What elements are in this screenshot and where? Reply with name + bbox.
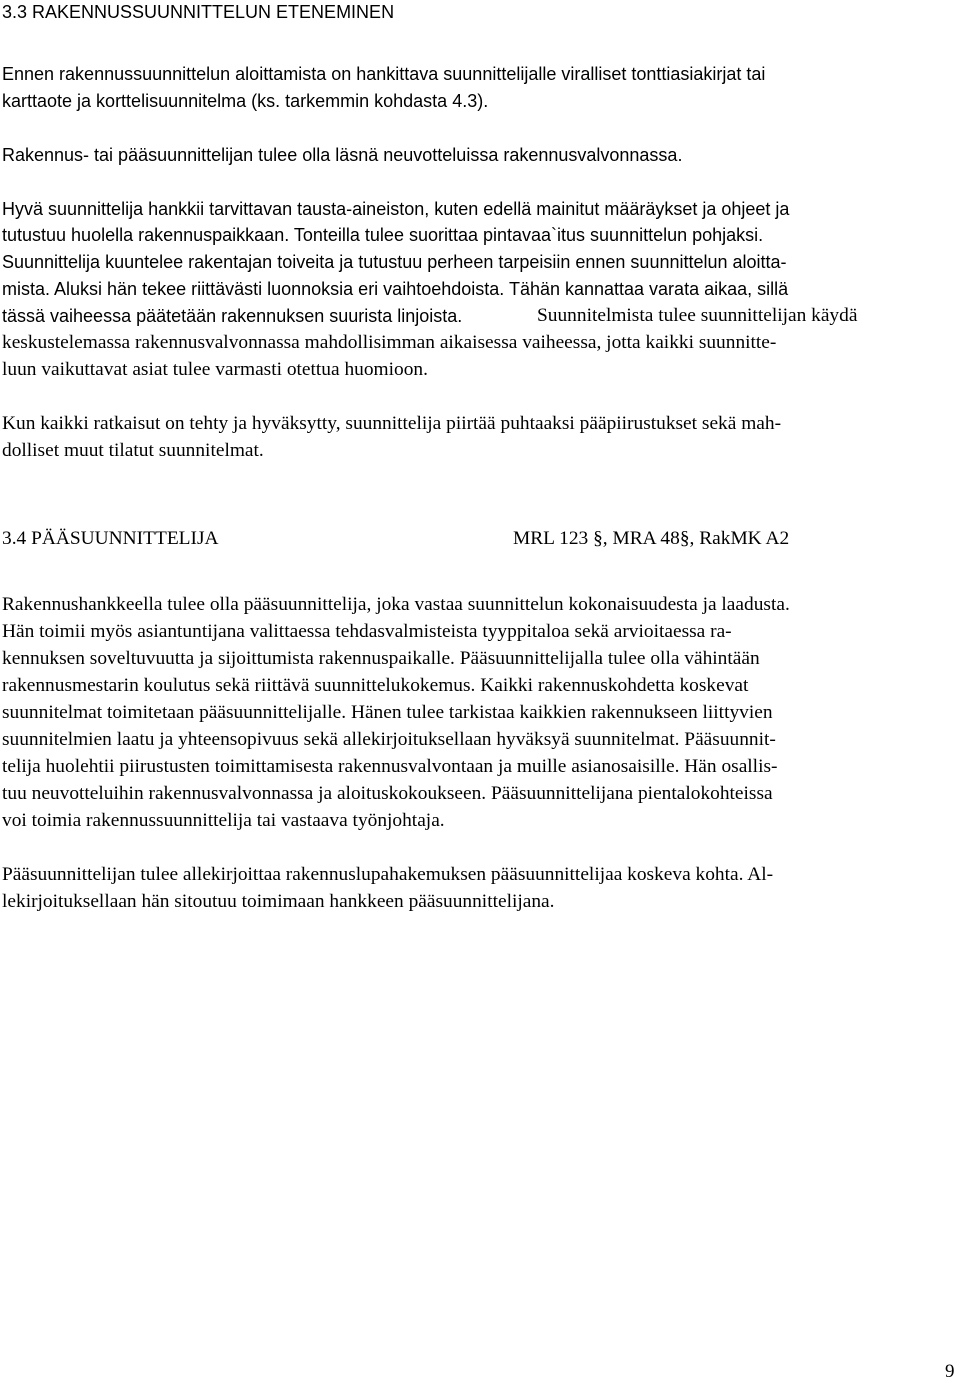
paragraph-line: voi toimia rakennussuunnittelija tai vastaava työnjohtaja. xyxy=(2,810,445,831)
paragraph-line: luun vaikuttavat asiat tulee varmasti otettua huomioon. xyxy=(2,359,428,380)
paragraph-line: tutustuu huolella rakennuspaikkaan. Tonteilla tulee suorittaa pintavaa`itus suunnittelun pohjaksi. xyxy=(2,225,764,245)
paragraph-line: Kun kaikki ratkaisut on tehty ja hyväksytty, suunnittelija piirtää puhtaaksi pääpiirustukset sekä mah- xyxy=(2,413,782,434)
section-references: MRL 123 §, MRA 48§, RakMK A2 xyxy=(513,528,790,549)
paragraph-line: suunnitelmat toimitetaan pääsuunnittelijalle. Hänen tulee tarkistaa kaikkien rakennukseen liittyvien xyxy=(2,702,773,723)
paragraph-line: Suunnitelmista tulee suunnittelijan käydä xyxy=(537,305,858,326)
paragraph-line: Rakennus- tai pääsuunnittelijan tulee olla läsnä neuvotteluissa rakennusvalvonnassa. xyxy=(2,145,683,165)
page-number: 9 xyxy=(945,1361,955,1382)
paragraph-line: keskustelemassa rakennusvalvonnassa mahdollisimman aikaisessa vaiheessa, jotta kaikki suunnitte- xyxy=(2,332,777,353)
paragraph-line: Ennen rakennussuunnittelun aloittamista on hankittava suunnittelijalle viralliset tonttiasiakirjat tai xyxy=(2,64,766,84)
paragraph-line: telija huolehtii piirustusten toimittamisesta rakennusvalvontaan ja muille asianosaisille. Hän osallis- xyxy=(2,756,778,777)
paragraph-line: Hyvä suunnittelija hankkii tarvittavan tausta-aineiston, kuten edellä mainitut määräykset ja ohjeet ja xyxy=(2,199,790,219)
paragraph-line: Rakennushankkeella tulee olla pääsuunnittelija, joka vastaa suunnittelun kokonaisuudesta ja laadusta. xyxy=(2,594,790,615)
paragraph-line: suunnitelmien laatu ja yhteensopivuus sekä allekirjoituksellaan hyväksyä suunnitelmat. Pääsuunnit- xyxy=(2,729,776,750)
paragraph-line: dolliset muut tilatut suunnitelmat. xyxy=(2,440,264,461)
section-title-3-4: 3.4 PÄÄSUUNNITTELIJA xyxy=(2,528,219,549)
paragraph-line: Suunnittelija kuuntelee rakentajan toiveita ja tutustuu perheen tarpeisiin ennen suunnittelun aloitta- xyxy=(2,252,787,272)
paragraph-line: lekirjoituksellaan hän sitoutuu toimimaan hankkeen pääsuunnittelijana. xyxy=(2,891,555,912)
paragraph-line: tuu neuvotteluihin rakennusvalvonnassa ja aloituskokoukseen. Pääsuunnittelijana pientalokohteissa xyxy=(2,783,773,804)
paragraph-line: karttaote ja korttelisuunnitelma (ks. tarkemmin kohdasta 4.3). xyxy=(2,91,489,111)
paragraph-line: Hän toimii myös asiantuntijana valittaessa tehdasvalmisteista tyyppitaloa sekä arvioitaessa ra- xyxy=(2,621,732,642)
paragraph-line: kennuksen soveltuvuutta ja sijoittumista rakennuspaikalle. Pääsuunnittelijalla tulee olla vähintään xyxy=(2,648,760,669)
section-title-3-3: 3.3 RAKENNUSSUUNNITTELUN ETENEMINEN xyxy=(2,2,395,22)
paragraph-line: Pääsuunnittelijan tulee allekirjoittaa rakennuslupahakemuksen pääsuunnittelijaa koskeva kohta. Al- xyxy=(2,864,774,885)
paragraph-line: tässä vaiheessa päätetään rakennuksen suurista linjoista. xyxy=(2,306,463,326)
paragraph-line: rakennusmestarin koulutus sekä riittävä suunnittelukokemus. Kaikki rakennuskohdetta koskevat xyxy=(2,675,749,696)
paragraph-line: mista. Aluksi hän tekee riittävästi luonnoksia eri vaihtoehdoista. Tähän kannattaa varata aikaa, sillä xyxy=(2,279,789,299)
